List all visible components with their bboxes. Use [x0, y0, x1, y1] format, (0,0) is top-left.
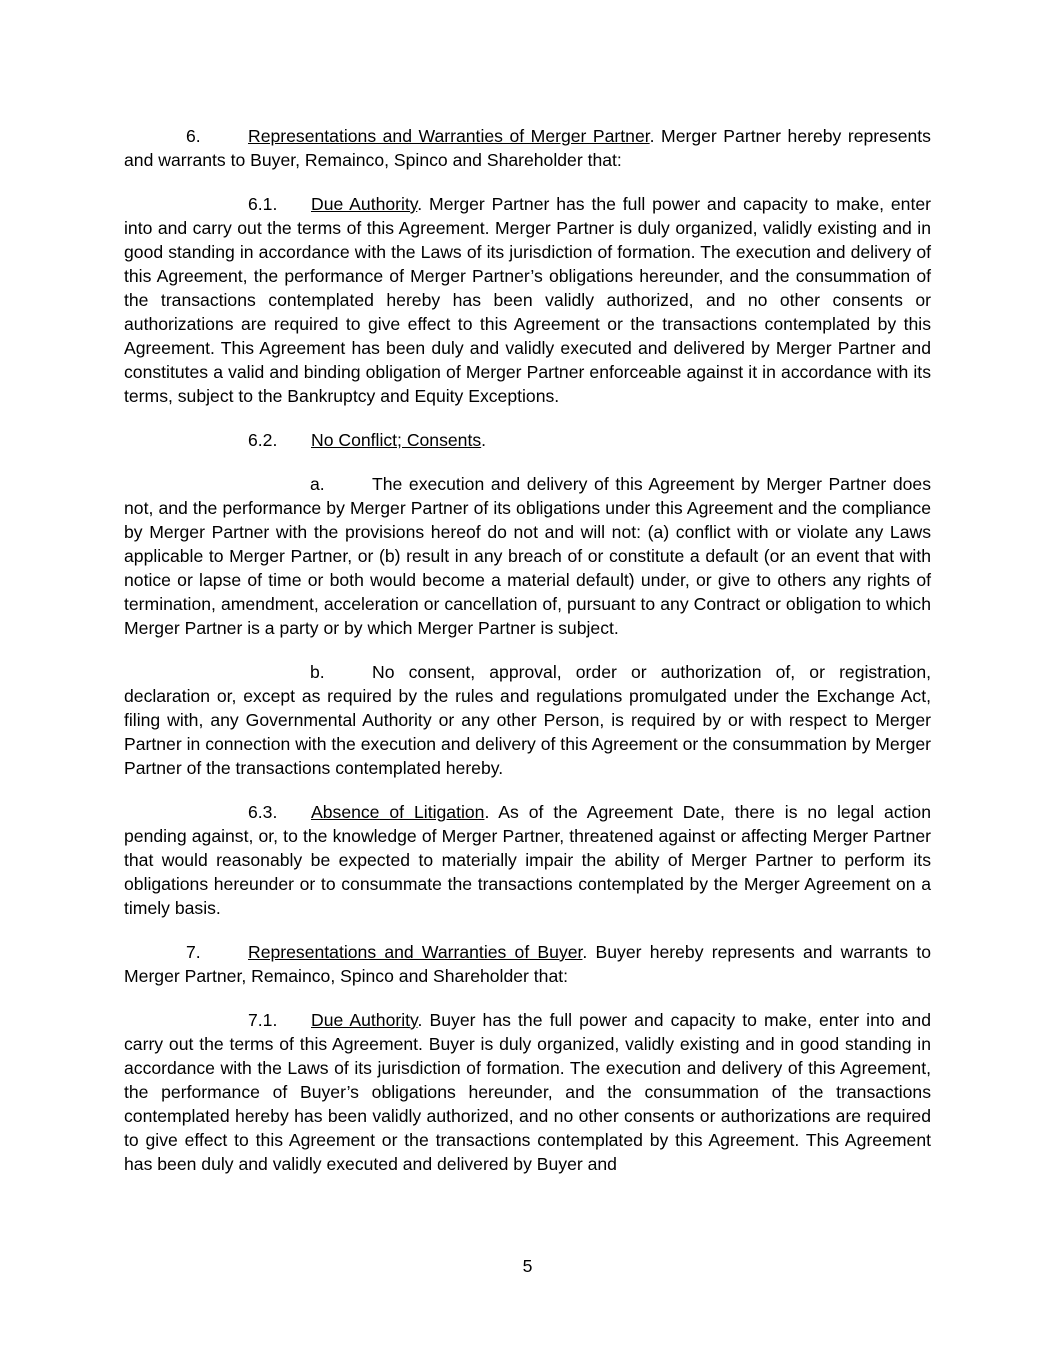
section-text: . Merger Partner hereby represents and warrants to Buyer, Remainco, Spinco and Shareholder that:: [124, 126, 931, 170]
section-number: b.: [310, 662, 325, 682]
section-text: The execution and delivery of this Agreement by Merger Partner does not, and the performance by Merger Partner of its obligations under this Agreement and the compliance by Merger Partner with the provisions hereof do not and will not: (a) conflict with or violate any Laws applicable to Merger Partner, or (b) result in any breach of or constitute a default (or an event that with notice or lapse of time or both would become a material default) under, or give to others any rights of termination, amendment, acceleration or cancellation of, pursuant to any Contract or obligation to which Merger Partner is a party or by which Merger Partner is subject.: [124, 474, 931, 638]
section-text: .: [481, 430, 487, 450]
document-page: [124, 124, 931, 1196]
section-heading: No Conflict; Consents: [311, 430, 482, 450]
section-6-2: [124, 428, 931, 452]
section-number: 6.1.: [248, 194, 278, 214]
section-text: . Buyer has the full power and capacity to make, enter into and carry out the terms of this Agreement. Buyer is duly organized, validly existing and in good standing in accordance with the Laws of its jurisdiction of formation. The execution and delivery of this Agreement, the performance of Buyer’s obligations hereunder, and the consummation of the transactions contemplated hereby has been validly authorized, and no other consents or authorizations are required to give effect to this Agreement or the transactions contemplated by this Agreement. This Agreement has been duly and validly executed and delivered by Buyer and: [124, 1010, 931, 1174]
section-heading: Due Authority: [311, 194, 418, 214]
section-number: 6.2.: [248, 430, 278, 450]
section-text: . Buyer hereby represents and warrants to Merger Partner, Remainco, Spinco and Shareholder that:: [124, 942, 931, 986]
section-text: . Merger Partner has the full power and capacity to make, enter into and carry out the terms of this Agreement. Merger Partner is duly organized, validly existing and in good standing in accordance with the Laws of its jurisdiction of formation. The execution and delivery of this Agreement, the performance of Merger Partner’s obligations hereunder, and the consummation of the transactions contemplated hereby has been validly authorized, and no other consents or authorizations are required to give effect to this Agreement or the transactions contemplated by this Agreement. This Agreement has been duly and validly executed and delivered by Merger Partner and constitutes a valid and binding obligation of Merger Partner enforceable against it in accordance with its terms, subject to the Bankruptcy and Equity Exceptions.: [124, 194, 931, 406]
section-6-2-a: [124, 472, 931, 640]
section-7: [124, 940, 931, 988]
section-number: 7.1.: [248, 1010, 278, 1030]
section-number: 6.3.: [248, 802, 278, 822]
section-6: [124, 124, 931, 172]
section-text: . As of the Agreement Date, there is no legal action pending against, or, to the knowledge of Merger Partner, threatened against or affecting Merger Partner that would reasonably be expected to materially impair the ability of Merger Partner to perform its obligations hereunder or to consummate the transactions contemplated by the Merger Agreement on a timely basis.: [124, 802, 931, 918]
section-heading: Absence of Litigation: [311, 802, 485, 822]
section-number: a.: [310, 474, 325, 494]
section-7-1: [124, 1008, 931, 1176]
section-text: No consent, approval, order or authorization of, or registration, declaration or, except as required by the rules and regulations promulgated under the Exchange Act, filing with, any Governmental Authority or any other Person, is required by or with respect to Merger Partner in connection with the execution and delivery of this Agreement or the consummation by Merger Partner of the transactions contemplated hereby.: [124, 662, 931, 778]
section-number: 7.: [186, 942, 201, 962]
section-6-1: [124, 192, 931, 408]
section-heading: Due Authority: [311, 1010, 418, 1030]
page-number: 5: [522, 1256, 533, 1276]
section-6-3: [124, 800, 931, 920]
section-heading: Representations and Warranties of Buyer: [248, 942, 583, 962]
section-heading: Representations and Warranties of Merger Partner: [248, 126, 650, 146]
section-number: 6.: [186, 126, 201, 146]
section-6-2-b: [124, 660, 931, 780]
